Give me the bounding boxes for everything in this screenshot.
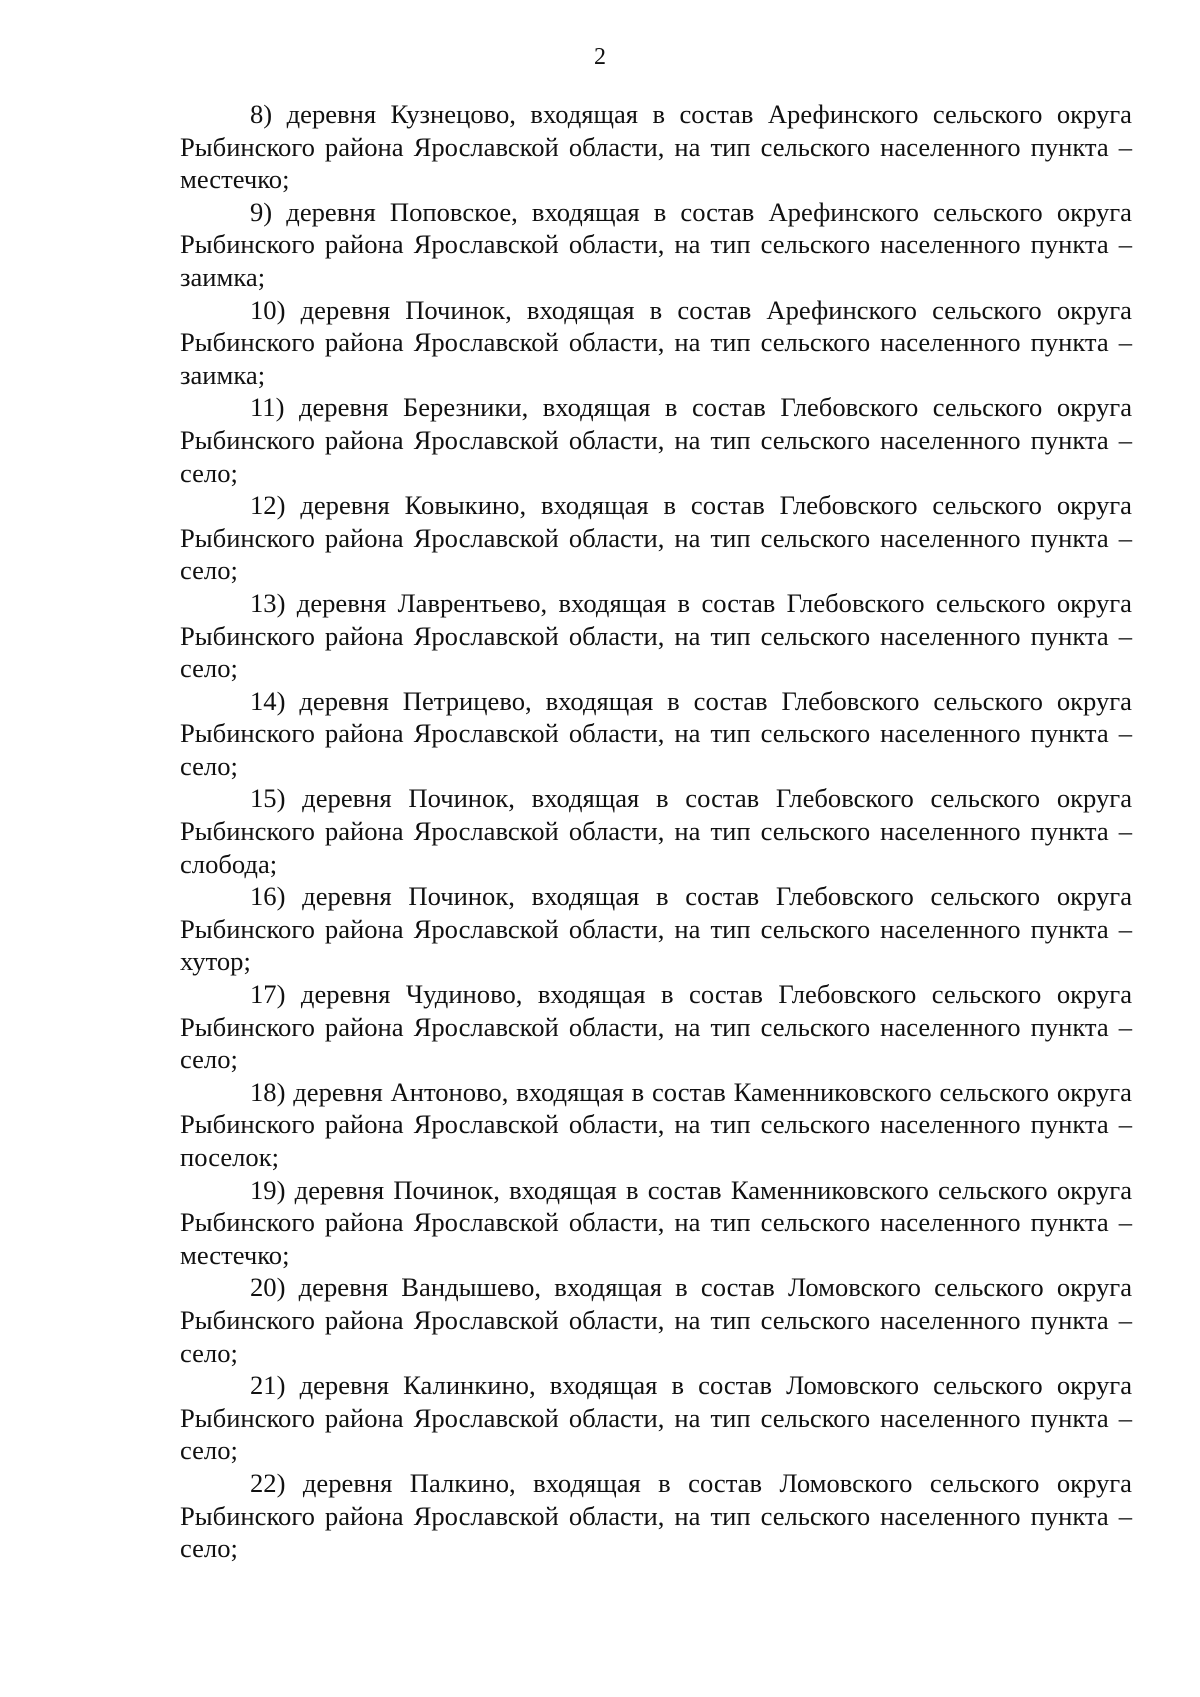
page-number: 2 [594, 44, 606, 70]
list-item: 14) деревня Петрицево, входящая в состав Глебовского сельского округа Рыбинского района Ярославской области, на тип сельского населенного пункта – село; [180, 685, 1132, 781]
list-item: 8) деревня Кузнецово, входящая в состав Арефинского сельского округа Рыбинского района Ярославской области, на тип сельского населенного пункта – местечко; [180, 99, 1132, 195]
list-item: 10) деревня Починок, входящая в состав Арефинского сельского округа Рыбинского района Ярославской области, на тип сельского населенного пункта – заимка; [180, 294, 1132, 390]
document-body [180, 98, 1132, 1565]
list-item: 12) деревня Ковыкино, входящая в состав Глебовского сельского округа Рыбинского района Ярославской области, на тип сельского населенного пункта – село; [180, 490, 1132, 586]
list-item: 11) деревня Березники, входящая в состав Глебовского сельского округа Рыбинского района Ярославской области, на тип сельского населенного пункта – село; [180, 392, 1132, 488]
list-item: 21) деревня Калинкино, входящая в состав Ломовского сельского округа Рыбинского района Ярославской области, на тип сельского населенного пункта – село; [180, 1370, 1132, 1466]
list-item: 20) деревня Вандышево, входящая в состав Ломовского сельского округа Рыбинского района Ярославской области, на тип сельского населенного пункта – село; [180, 1272, 1132, 1368]
list-item: 17) деревня Чудиново, входящая в состав Глебовского сельского округа Рыбинского района Ярославской области, на тип сельского населенного пункта – село; [180, 979, 1132, 1075]
list-item: 15) деревня Починок, входящая в состав Глебовского сельского округа Рыбинского района Ярославской области, на тип сельского населенного пункта – слобода; [180, 783, 1132, 879]
list-item: 13) деревня Лаврентьево, входящая в состав Глебовского сельского округа Рыбинского района Ярославской области, на тип сельского населенного пункта – село; [180, 587, 1132, 684]
list-item: 18) деревня Антоново, входящая в состав Каменниковского сельского округа Рыбинского района Ярославской области, на тип сельского населенного пункта – поселок; [180, 1076, 1132, 1172]
list-item: 22) деревня Палкино, входящая в состав Ломовского сельского округа Рыбинского района Ярославской области, на тип сельского населенного пункта – село; [180, 1467, 1132, 1564]
list-item: 19) деревня Починок, входящая в состав Каменниковского сельского округа Рыбинского района Ярославской области, на тип сельского населенного пункта – местечко; [180, 1174, 1132, 1270]
list-item: 9) деревня Поповское, входящая в состав Арефинского сельского округа Рыбинского района Ярославской области, на тип сельского населенного пункта – заимка; [180, 196, 1132, 292]
list-item: 16) деревня Починок, входящая в состав Глебовского сельского округа Рыбинского района Ярославской области, на тип сельского населенного пункта – хутор; [180, 881, 1132, 977]
